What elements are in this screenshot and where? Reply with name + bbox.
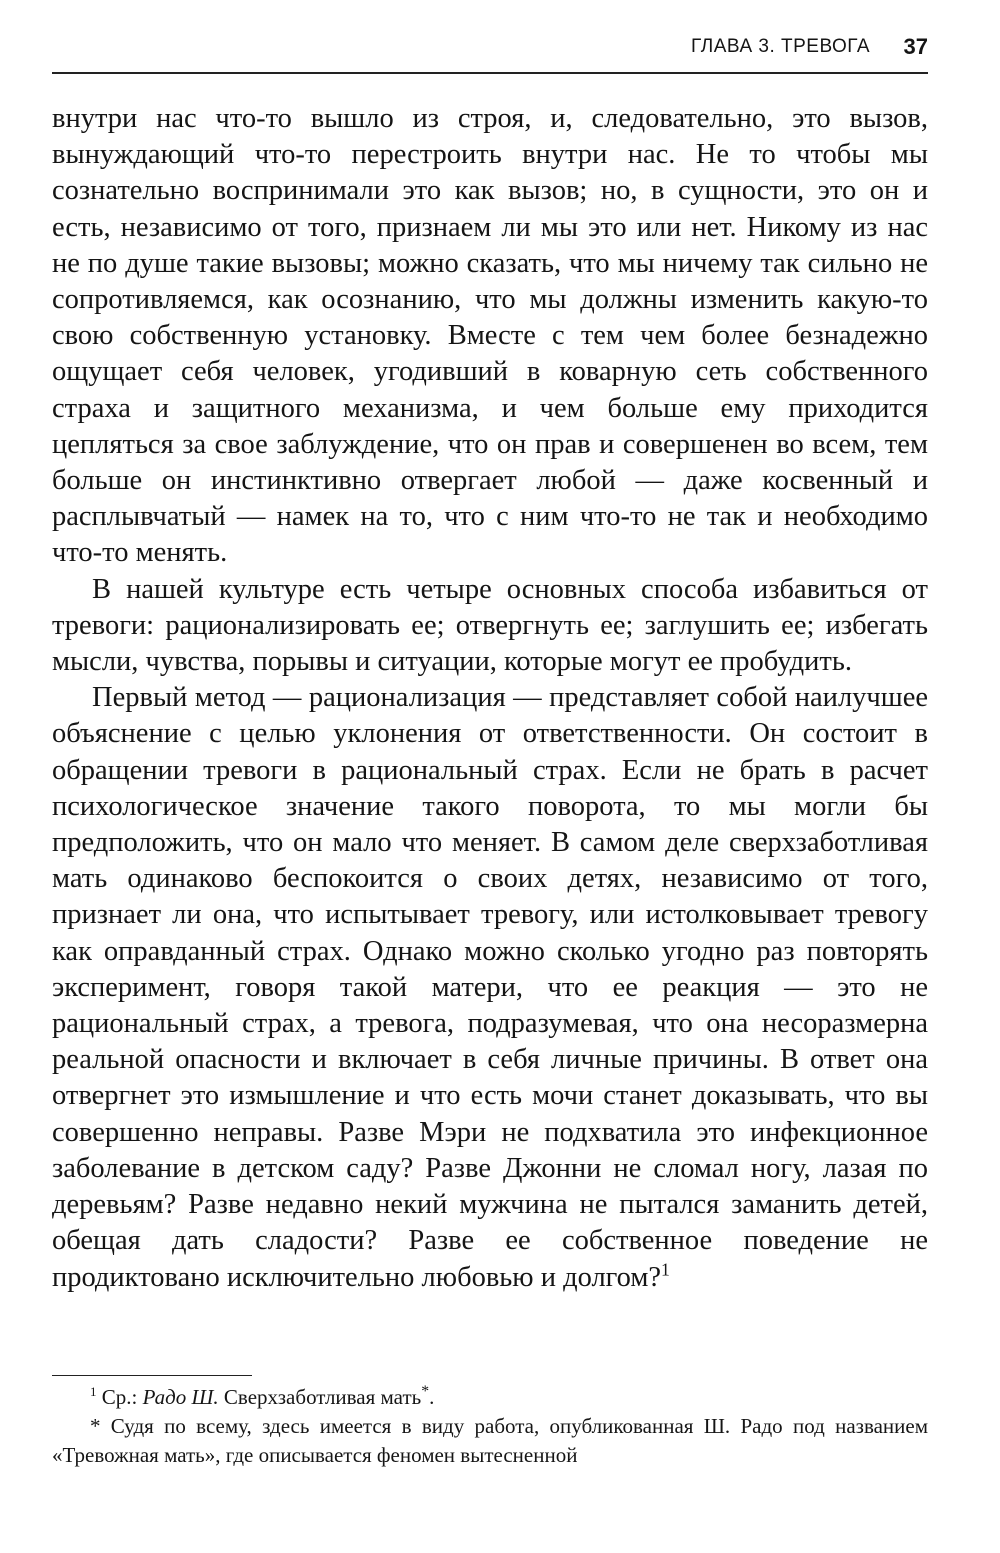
footnote-1-title: Сверхзаботливая мать <box>218 1385 422 1409</box>
footnote-1-marker: * <box>421 1383 430 1400</box>
paragraph-3 <box>52 680 928 1295</box>
footnote-star <box>52 1412 928 1470</box>
footnote-1 <box>52 1383 928 1412</box>
footnote-star-marker: * <box>90 1414 101 1438</box>
paragraph-3-text: Первый метод — рационализация — представляет собой наилучшее объяснение с целью уклонения от ответственности. Он состоит в обращении тревоги в рациональный страх. Если не брать в расчет психологическое значение такого поворота, то мы могли бы предположить, что он мало что меняет. В самом деле сверхзаботливая мать одинаково беспокоится о своих детях, независимо от того, признает ли она, что испытывает тревогу, или истолковывает тревогу как оправданный страх. Однако можно сколько угодно раз повторять эксперимент, говоря такой матери, что ее реакция — это не рациональный страх, а тревога, подразумевая, что она несоразмерна реальной опасности и включает в себя личные причины. В ответ она отвергнет это измышление и что есть мочи станет доказывать, что вы совершенно неправы. Разве Мэри не подхватила это инфекционное заболевание в детском саду? Разве Джонни не сломал ногу, лазая по деревьям? Разве недавно некий мужчина не пытался заманить детей, обещая дать сладости? Разве ее собственное поведение не продиктовано исключительно любовью и долгом? <box>52 682 928 1293</box>
paragraph-1: внутри нас что-то вышло из строя, и, следовательно, это вызов, вынуждающий что-то перестроить внутри нас. Не то чтобы мы сознательно воспринимали это как вызов; но, в сущности, это он и есть, независимо от того, признаем ли мы это или нет. Никому из нас не по душе такие вызовы; можно сказать, что мы ничему так сильно не сопротивляемся, как осознанию, что мы должны изменить какую-то свою собственную установку. Вместе с тем чем более безнадежно ощущает себя человек, угодивший в коварную сеть собственного страха и защитного механизма, и чем больше ему приходится цепляться за свое заблуждение, что он прав и совершенен во всем, тем больше он инстинктивно отвергает любой — даже косвенный и расплывчатый — намек на то, что с ним что-то не так и необходимо что-то менять. <box>52 103 928 569</box>
paragraph-2: В нашей культуре есть четыре основных способа избавиться от тревоги: рационализировать ее; отвергнуть ее; заглушить ее; избегать мысли, чувства, порывы и ситуации, которые могут ее пробудить. <box>52 573 928 678</box>
footnote-1-author: Радо Ш. <box>142 1385 219 1409</box>
page-number: 37 <box>903 34 928 59</box>
footnote-1-end: . <box>429 1385 435 1409</box>
chapter-title: ГЛАВА 3. ТРЕВОГА <box>691 36 870 57</box>
footnotes <box>52 1383 928 1470</box>
footnote-1-prefix: Ср.: <box>101 1385 143 1409</box>
header-rule <box>52 72 928 74</box>
footnote-1-number: 1 <box>90 1384 97 1399</box>
footnote-star-text: Судя по всему, здесь имеется в виду работа, опубликованная Ш. Радо под названием «Тревожная мать», где описывается феномен вытесненной <box>52 1414 928 1467</box>
footnote-rule <box>52 1375 252 1376</box>
running-header <box>52 34 928 64</box>
main-text <box>52 101 928 1296</box>
footnote-reference: 1 <box>661 1259 670 1279</box>
